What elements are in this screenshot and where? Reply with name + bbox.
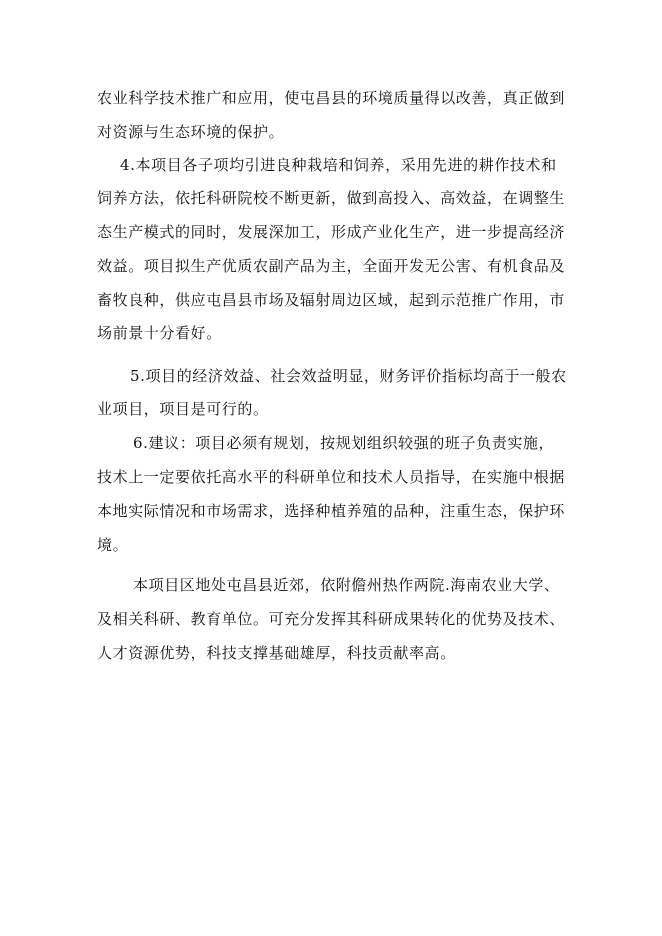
paragraph-5-line-2: 及相关科研、教育单位。可充分发挥其科研成果转化的优势及技术、	[97, 610, 566, 628]
paragraph-2-line-5: 畜牧良种，供应屯昌县市场及辐射周边区域，起到示范推广作用，市	[97, 291, 566, 309]
paragraph-2-line-1: 4.本项目各子项均引进良种栽培和饲养，采用先进的耕作技术和	[120, 156, 557, 174]
paragraph-4-line-4: 境。	[97, 536, 129, 554]
paragraph-1-line-2: 对资源与生态环境的保护。	[97, 123, 285, 141]
paragraph-3-line-1: 5.项目的经济效益、社会效益明显，财务评价指标均高于一般农	[130, 367, 567, 385]
paragraph-5-line-1: 本项目区地处屯昌县近郊，依附儋州热作两院.海南农业大学、	[133, 576, 560, 594]
paragraph-4-line-1: 6.建议：项目必须有规划，按规划组织较强的班子负责实施，	[133, 434, 555, 452]
paragraph-2-line-2: 饲养方法，依托科研院校不断更新，做到高投入、高效益，在调整生	[97, 189, 566, 207]
paragraph-4-line-2: 技术上一定要依托高水平的科研单位和技术人员指导，在实施中根据	[97, 468, 566, 486]
paragraph-2-line-6: 场前景十分看好。	[97, 324, 222, 342]
paragraph-3-line-2: 业项目，项目是可行的。	[97, 400, 269, 418]
paragraph-2-line-4: 效益。项目拟生产优质农副产品为主，全面开发无公害、有机食品及	[97, 257, 566, 275]
paragraph-5-line-3: 人才资源优势，科技支撑基础雄厚，科技贡献率高。	[97, 644, 456, 662]
paragraph-1-line-1: 农业科学技术推广和应用，使屯昌县的环境质量得以改善，真正做到	[97, 89, 566, 107]
paragraph-2-line-3: 态生产模式的同时，发展深加工，形成产业化生产，进一步提高经济	[97, 223, 566, 241]
paragraph-4-line-3: 本地实际情况和市场需求，选择种植养殖的品种，注重生态，保护环	[97, 502, 566, 520]
